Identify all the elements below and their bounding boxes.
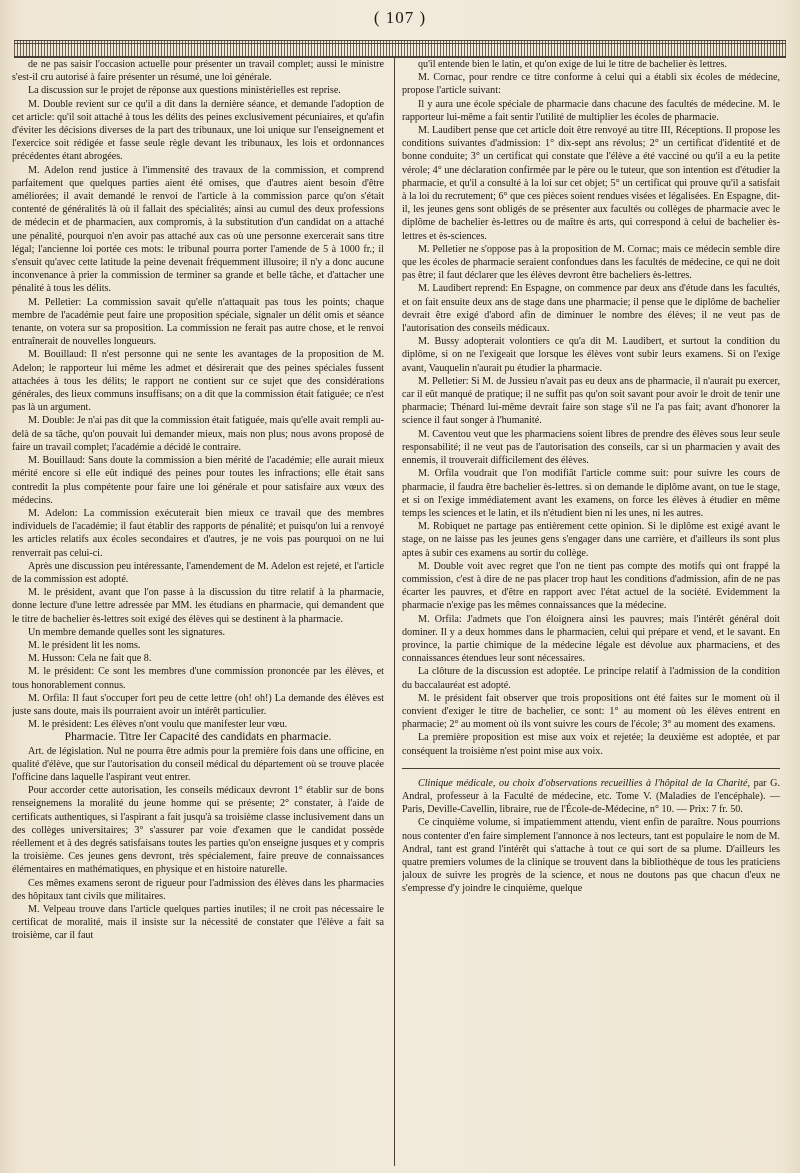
paragraph: M. le président fait observer que trois propositions ont été faites sur le moment où il convient d'exiger le titre de bachelier, ce sont: 1° au moment où les élèves entrent en pharmacie; 2° au moment où ils vont suivre les cours de l'école; 3° au moment des examens. <box>402 692 780 731</box>
page-number: ( 107 ) <box>373 8 427 27</box>
paragraph: M. Double: Je n'ai pas dit que la commission était fatiguée, mais qu'elle avait rempli au-delà de sa tâche, qu'on pouvait lui demander mieux, mais non plus; nous avons proposé de faire un travail complet; l'académie a décidé le contraire. <box>12 415 384 453</box>
paragraph: M. Caventou veut que les pharmaciens soient libres de prendre des élèves sous leur seule responsabilité; il ne veut pas de l'autorisation des conseils, car si un pharmacien y avait des ennemis, il trouverait difficilement des élèves. <box>402 428 780 467</box>
paragraph: Pour accorder cette autorisation, les conseils médicaux devront 1° établir sur de bons renseignemens la moralité du jeune homme qui se présente; 2° constater, à l'aide de certificats authentiques, si l'aspirant a fait jusqu'à sa troisième classe inclusivement dans un des collèges universitaires; 3° s'assurer par voie d'examen que le candidat possède réellement et à des degrés satisfaisans toutes les parties qu'on enseigne jusques et y compris la troisième. Ces jeunes gens devront, très spécialement, faire preuve de connaissances élémentaires en mathématiques, en physique et en histoire naturelle. <box>12 785 384 876</box>
section-title: Pharmacie. Titre Ier Capacité des candidats en pharmacie. <box>64 731 332 744</box>
section-divider <box>402 768 780 769</box>
paragraph: Un membre demande quelles sont les signatures. <box>28 626 226 638</box>
paragraph: M. Pelletier ne s'oppose pas à la proposition de M. Cornac; mais ce médecin semble dire que les écoles de pharmacie seraient confondues dans les facultés de médecine, ce qui ne doit pas être; il faut déclarer que les élèves devront être bacheliers ès-lettres. <box>402 243 780 282</box>
paragraph: M. Orfila voudrait que l'on modifiât l'article comme suit: pour suivre les cours de pharmacie, il faudra être bachelier ès-lettres. si on demande le diplôme avant, on tue le stage, et si on l'exige immédiatement avant les examens, on force les élèves à étudier en même temps les sciences et le latin, et ils n'étudient bien ni les unes, ni les autres. <box>402 468 780 519</box>
paragraph: M. le président: Les élèves n'ont voulu que manifester leur vœu. <box>28 719 288 731</box>
paragraph: Il y aura une école spéciale de pharmacie dans chacune des facultés de médecine. M. le rapporteur lui-même a fait sentir l'utilité de multiplier les écoles de pharmacie. <box>402 98 780 123</box>
book-notice-header <box>402 777 780 817</box>
paragraph: M. Pelletier: La commission savait qu'elle n'attaquait pas tous les points; chaque membre de l'académie peut faire une proposition spéciale, signaler un délit omis et séance tenante, on votera sur sa proposition. La commission ne ferait pas autre chose, et le renvoi entraînerait de nouvelles longueurs. <box>12 296 384 348</box>
right-column <box>402 58 780 1168</box>
paragraph: M. Bouillaud: Il n'est personne qui ne sente les avantages de la proposition de M. Adelon; le rapporteur lui même les admet et désirerait que des peines spéciales fussent attachées à tous les délits; le rapport ne contient sur ce sujet que des considérations générales, des lieux communs insuffisans; on a dit que la commission était fatiguée; ce n'est pas là un argument. <box>12 349 384 414</box>
book-details: par G. Andral, professeur à la Faculté de médecine, etc. Tome V. (Maladies de l'encéphale). — Paris, Deville-Cavellin, libraire, rue de l'École-de-Médecine, n° 10. — Prix: 7 fr. 50. <box>402 777 780 816</box>
paragraph: M. Velpeau trouve dans l'article quelques parties inutiles; il ne croit pas nécessaire le certificat de moralité, mais il insiste sur la nécessité de constater que l'élève a fait sa troisième, car il faut <box>12 904 384 942</box>
paragraph: M. Adelon rend justice à l'immensité des travaux de la commission, et comprend parfaitement que quelques parties aient été omises, que d'autres aient besoin d'être améliorées; il avait demandé le renvoi de l'article à la commission parce qu'on s'était contenté de généralités là où il fallait des spécialités; ainsi au cumul des deux professions de médecin et de pharmacien, aux compromis, à la substitution d'un candidat on a attaché une pénalité, pourquoi n'en avoir pas attaché aux cas où une personne exercerait sans titre légal; l'ancienne loi portée ces mots: le tribunal pourra porter l'amende de 5 à 1000 fr.; il s'ensuit qu'avec cette latitude la peine devenait fréquemment illusoire; il n'y a donc aucune inconvenance à prier la commission de terminer sa grande et belle tâche, et d'attacher une pénalité à tous les délits. <box>12 164 384 295</box>
paragraph: M. Pelletier: Si M. de Jussieu n'avait pas eu deux ans de pharmacie, il n'aurait pu exercer, car il eût manqué de pratique; il ne suffit pas qu'on soit savant pour avoir le droit de tenir une pharmacie; Thénard lui-même devrait faire son stage s'il ne l'a pas fait; avant d'honorer la science il faut songer à l'humanité. <box>402 375 780 427</box>
paragraph: La clôture de la discussion est adoptée. Le principe relatif à l'admission de la condition du baccalauréat est adopté. <box>402 666 780 691</box>
paragraph: M. Husson: Cela ne fait que 8. <box>28 653 152 665</box>
paragraph: Art. de législation. Nul ne pourra être admis pour la première fois dans une officine, en qualité d'élève, que sur l'autorisation du conseil médical du département où se trouve placée l'officine dans laquelle l'aspirant veut entrer. <box>12 745 384 783</box>
paragraph: M. Bussy adopterait volontiers ce qu'a dit M. Laudibert, et surtout la condition du diplôme, si on ne l'exigeait que lorsque les élèves vont subir leurs examens. Si on l'exige avant, Vauquelin n'aurait pu étudier la pharmacie. <box>402 336 780 374</box>
paragraph: M. Orfila: Il faut s'occuper fort peu de cette lettre (oh! oh!) La demande des élèves est juste sans doute, mais ils pourraient avoir un intérêt particulier. <box>12 692 384 717</box>
paragraph: M. le président, avant que l'on passe à la discussion du titre relatif à la pharmacie, donne lecture d'une lettre adressée par MM. les étudians en pharmacie, qui demandent que le titre de bachelier ès-lettres soit exigé des élèves qui se destinent à la pharmacie. <box>12 587 384 625</box>
paragraph: M. le président lit les noms. <box>28 639 141 651</box>
book-review-paragraph: Ce cinquième volume, si impatiemment attendu, vient enfin de paraître. Nous pourrions nous contenter d'en faire simplement l'annonce à nos lecteurs, tant est populaire le nom de M. Andral, tant est grand l'intérêt qui s'attache à tout ce qui sort de sa plume. D'ailleurs les quatre premiers volumes de la clinique se trouvent dans la bibliothèque de tous les praticiens jaloux de suivre les progrès de la science, et nous ne doutons pas que chacun d'eux ne s'empresse d'y joindre le cinquième, quelque <box>402 817 780 895</box>
paragraph: La discussion sur le projet de réponse aux questions ministérielles est reprise. <box>28 85 341 97</box>
paragraph: Ces mêmes examens seront de rigueur pour l'admission des élèves dans les pharmacies des hôpitaux tant civils que militaires. <box>12 877 384 902</box>
paragraph: de ne pas saisir l'occasion actuelle pour présenter un travail complet; aussi le ministre s'est-il cru autorisé à faire présenter un résumé, une loi générale. <box>12 59 384 84</box>
paragraph: M. Cornac, pour rendre ce titre conforme à celui qui a établi six écoles de médecine, propose l'article suivant: <box>402 72 780 97</box>
paragraph: M. Adelon: La commission exécuterait bien mieux ce travail que des membres individuels de l'académie; il faut établir des rapports de pénalité; et puisqu'on lui a renvoyé les articles relatifs aux écoles secondaires et d'autres, je ne vois pas pourquoi on ne lui renverrait pas celui-ci. <box>12 507 384 559</box>
column-divider <box>394 58 395 1166</box>
paragraph: Après une discussion peu intéressante, l'amendement de M. Adelon est rejeté, et l'article de la commission est adopté. <box>12 560 384 585</box>
paragraph: qu'il entende bien le latin, et qu'on exige de lui le titre de bachelier ès lettres. <box>418 59 727 70</box>
paragraph: M. Double revient sur ce qu'il a dit dans la dernière séance, et demande l'adoption de cet article: qu'il soit attaché à tous les délits des peines exclusivement pécuniaires, et qu'afin d'éviter les décisions diverses de la part des tribunaux, une loi unique sur l'enseignement et l'exercice soit rédigée et fasse seule règle devant les tribunaux, les lois et ordonnances précédentes étant abrogées. <box>12 98 384 163</box>
left-column <box>12 58 384 1168</box>
header-rule <box>14 40 786 58</box>
paragraph: M. Double voit avec regret que l'on ne tient pas compte des motifs qui ont frappé la commission, c'est à dire de ne pas placer trop haut les conditions d'admission, afin de ne pas écarter les pauvres, et d'être en rapport avec l'état actuel de la société. Evidemment la pharmacie n'exige pas les mêmes connaissances que la médecine. <box>402 560 780 612</box>
paragraph: M. le président: Ce sont les membres d'une commission prononcée par les élèves, et tous honorablement connus. <box>12 666 384 691</box>
paragraph: M. Laudibert reprend: En Espagne, on commence par deux ans d'étude dans les facultés, et on fait ensuite deux ans de stage dans une pharmacie; il pense que le diplôme de bachelier devrait être exigé d'abord afin de diminuer le nombre des élèves; il ne veut pas de l'autorisation des conseils médicaux. <box>402 283 780 335</box>
paragraph: La première proposition est mise aux voix et rejetée; la deuxième est adoptée, et par conséquent la troisième n'est point mise aux voix. <box>402 732 780 757</box>
paragraph: M. Bouillaud: Sans doute la commission a bien mérité de l'académie; elle aurait mieux mérité encore si elle eût indiqué des peines pour toutes les infractions; elle était sans contredit la plus compétente pour faire une loi générale et pour satisfaire aux vœux des médecins. <box>12 455 384 506</box>
paragraph: M. Robiquet ne partage pas entièrement cette opinion. Si le diplôme est exigé avant le stage, on ne laisse pas les jeunes gens s'engager dans une carrière, et d'ailleurs ils sont plus aptes à subir ces examens au sortir du collège. <box>402 521 780 559</box>
paragraph: M. Laudibert pense que cet article doit être renvoyé au titre III, Réceptions. Il propose les conditions suivantes d'admission: 1° dix-sept ans révolus; 2° un certificat d'identité et de bonne conduite; 3° un certificat qui constate que l'élève a été vacciné ou qu'il a eu la petite vérole; 4° une déclaration confirmée par le père ou le tuteur, que son intention est d'étudier la pharmacie, et qu'il a consulté à la loi sur cet objet; 5° un certificat qui prouve qu'il a satisfait à la loi du recrutement; 6° que ces pièces soient rendues visées et légalisées. En Espagne, dit-il, les jeunes gens sont obligés de se présenter aux facultés ou collèges de pharmacie avec le diplôme de bachelier ès-lettres ou de maître ès arts, qui correspond à celui de bachelier ès-lettres et ès-sciences. <box>402 125 780 242</box>
paragraph: M. Orfila: J'admets que l'on éloignera ainsi les pauvres; mais l'intérêt général doit dominer. Il y a deux hommes dans le pharmacien, celui qui prépare et vend, et le savant. En province, la partie chimique de la médecine légale est dévolue aux pharmaciens, et des connaissances étendues leur sont nécessaires. <box>402 613 780 665</box>
book-title: Clinique médicale, ou choix d'observations recueillies à l'hôpital de la Charité, <box>418 777 750 789</box>
